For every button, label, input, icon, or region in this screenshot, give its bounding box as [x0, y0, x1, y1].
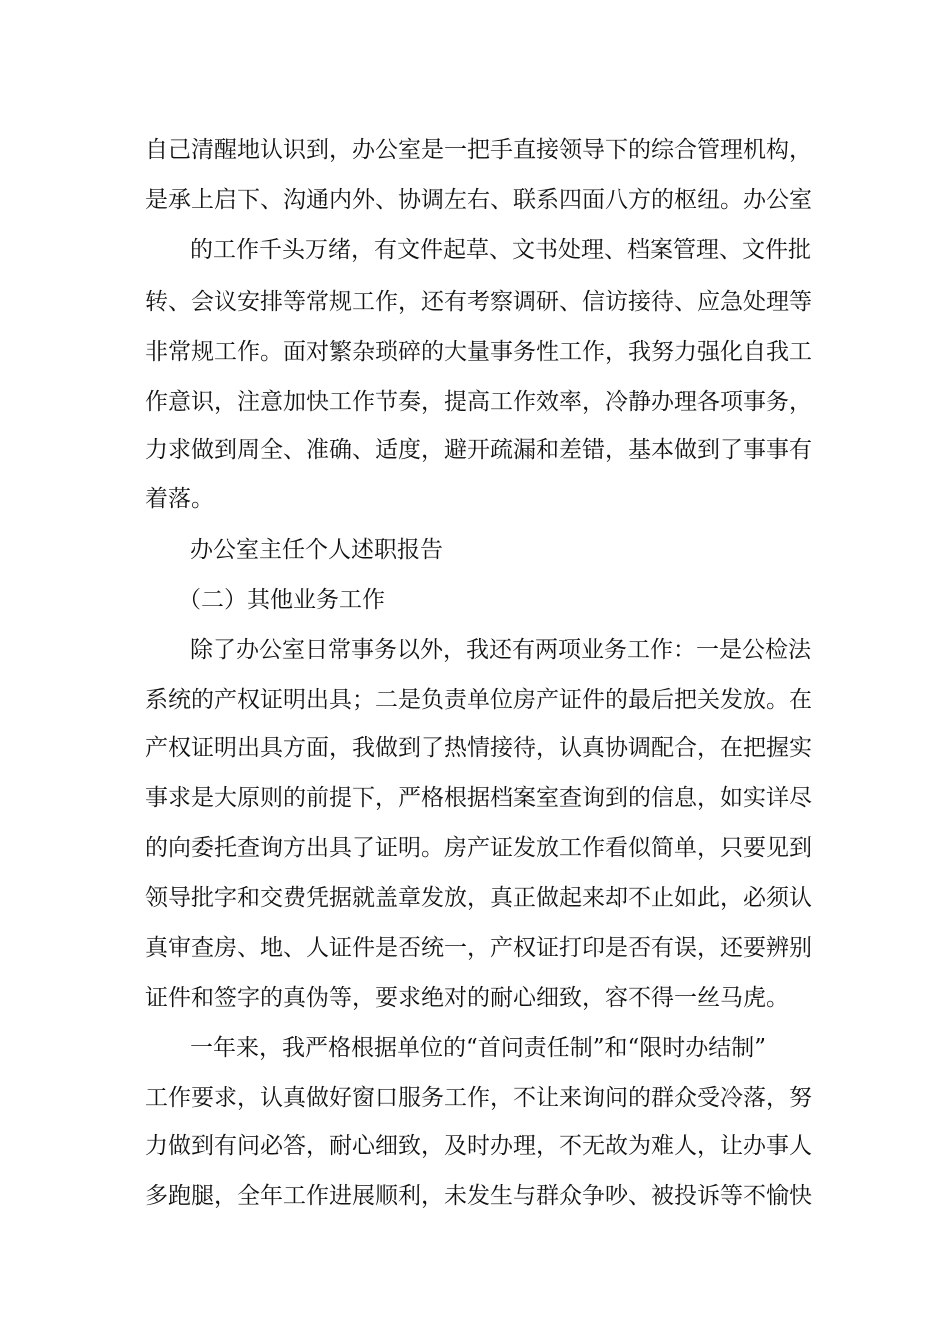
text-line: 除了办公室日常事务以外，我还有两项业务工作：一是公检法 — [190, 637, 811, 663]
text-line: 作意识，注意加快工作节奏，提高工作效率，冷静办理各项事务， — [145, 389, 812, 415]
text-line: 自己清醒地认识到，办公室是一把手直接领导下的综合管理机构， — [145, 137, 812, 163]
text-line: 产权证明出具方面，我做到了热情接待，认真协调配合，在把握实 — [145, 735, 812, 761]
text-line: 多跑腿，全年工作进展顺利，未发生与群众争吵、被投诉等不愉快 — [145, 1183, 812, 1209]
text-line: 工作要求，认真做好窗口服务工作，不让来询问的群众受冷落，努 — [145, 1085, 812, 1111]
text-line: 力求做到周全、准确、适度，避开疏漏和差错，基本做到了事事有 — [145, 437, 812, 463]
text-line: 着落。 — [145, 486, 214, 512]
text-line: 真审查房、地、人证件是否统一，产权证打印是否有误，还要辨别 — [145, 935, 812, 961]
section-heading: （二）其他业务工作 — [178, 587, 385, 613]
text-line: 的向委托查询方出具了证明。房产证发放工作看似简单，只要见到 — [145, 835, 812, 861]
text-line: 一年来，我严格根据单位的“首问责任制”和“限时办结制” — [190, 1035, 767, 1061]
text-line: 领导批字和交费凭据就盖章发放，真正做起来却不止如此，必须认 — [145, 885, 812, 911]
text-line: 是承上启下、沟通内外、协调左右、联系四面八方的枢纽。办公室 — [145, 187, 812, 213]
text-line: 证件和签字的真伪等，要求绝对的耐心细致，容不得一丝马虎。 — [145, 985, 789, 1011]
text-line: 系统的产权证明出具；二是负责单位房产证件的最后把关发放。在 — [145, 687, 812, 713]
text-line: 力做到有问必答，耐心细致，及时办理，不无故为难人，让办事人 — [145, 1133, 812, 1159]
text-line: 的工作千头万绪，有文件起草、文书处理、档案管理、文件批 — [190, 237, 811, 263]
text-line: 非常规工作。面对繁杂琐碎的大量事务性工作，我努力强化自我工 — [145, 339, 812, 365]
text-line: 办公室主任个人述职报告 — [190, 537, 443, 563]
text-line: 转、会议安排等常规工作，还有考察调研、信访接待、应急处理等 — [145, 289, 812, 315]
text-line: 事求是大原则的前提下，严格根据档案室查询到的信息，如实详尽 — [145, 785, 812, 811]
